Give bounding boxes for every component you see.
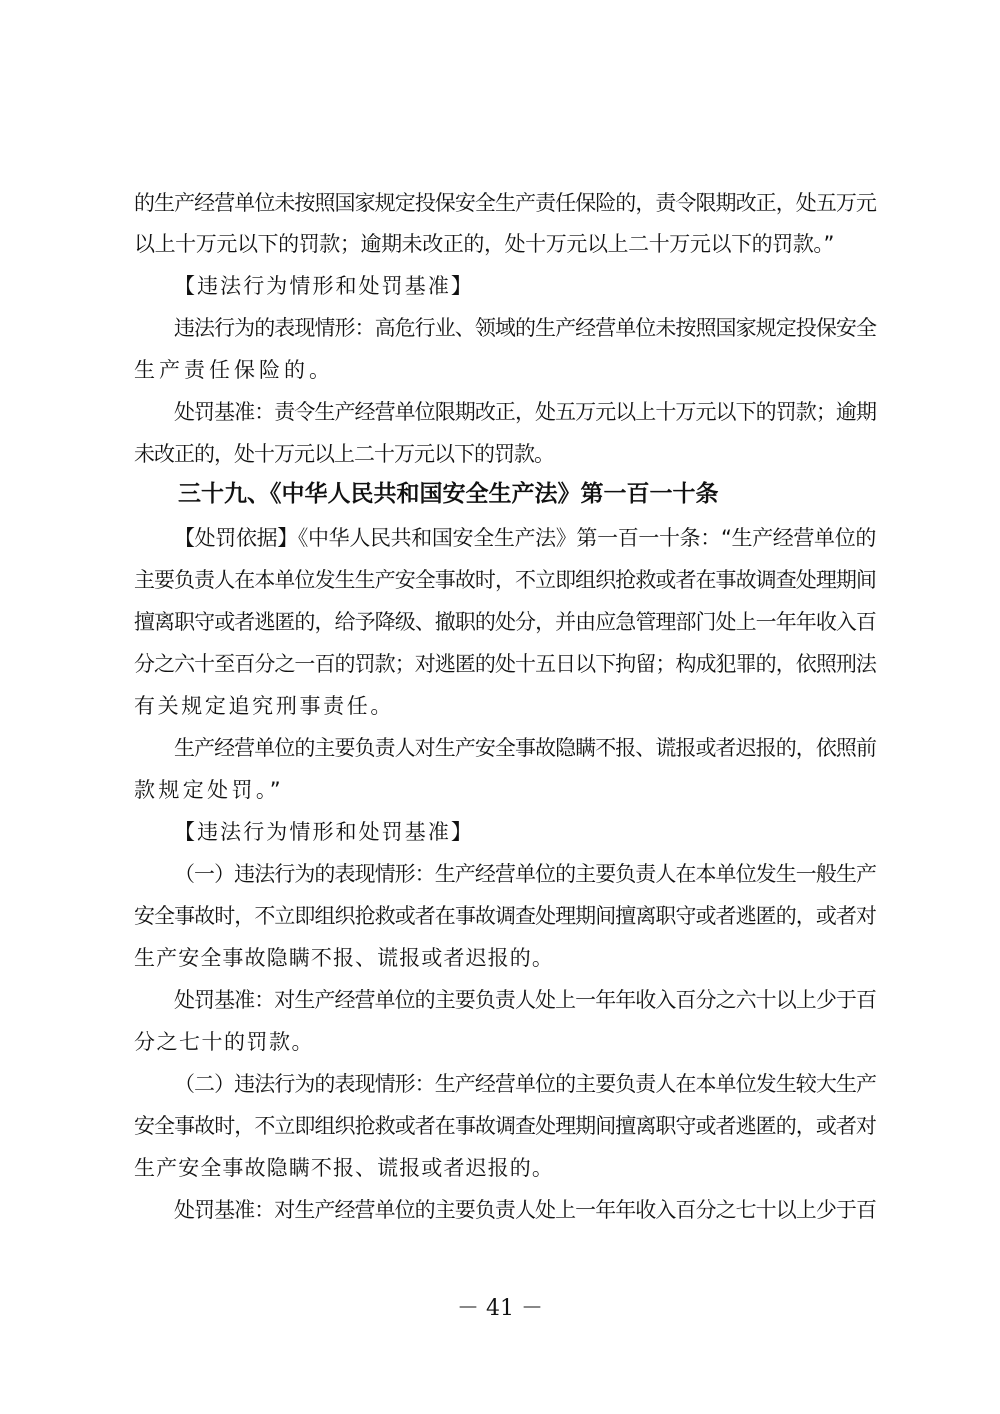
- text-line: 【处罚依据】《中华人民共和国安全生产法》第一百一十条：“生产经营单位的: [174, 526, 876, 550]
- text-line: 有关规定追究刑事责任。: [134, 694, 394, 718]
- text-line: 主要负责人在本单位发生生产安全事故时，不立即组织抢救或者在事故调查处理期间: [134, 568, 876, 592]
- text-line: （二）违法行为的表现情形：生产经营单位的主要负责人在本单位发生较大生产: [174, 1072, 876, 1096]
- text-line: 生产责任保险的。: [134, 358, 334, 382]
- text-line: 生产安全事故隐瞒不报、谎报或者迟报的。: [134, 1156, 554, 1180]
- text-line: 安全事故时，不立即组织抢救或者在事故调查处理期间擅离职守或者逃匿的，或者对: [134, 1114, 876, 1138]
- section-heading: 三十九、《中华人民共和国安全生产法》第一百一十条: [178, 480, 719, 507]
- subsection-heading: 【违法行为情形和处罚基准】: [174, 274, 474, 298]
- text-line: 处罚基准：对生产经营单位的主要负责人处上一年年收入百分之七十以上少于百: [174, 1198, 876, 1222]
- text-line: 擅离职守或者逃匿的，给予降级、撤职的处分，并由应急管理部门处上一年年收入百: [134, 610, 876, 634]
- text-line: 分之七十的罚款。: [134, 1030, 314, 1054]
- text-line: 的生产经营单位未按照国家规定投保安全生产责任保险的，责令限期改正，处五万元: [134, 191, 876, 215]
- text-line: 以上十万元以下的罚款；逾期未改正的，处十万元以上二十万元以下的罚款。”: [134, 232, 834, 256]
- text-line: 分之六十至百分之一百的罚款；对逃匿的处十五日以下拘留；构成犯罪的，依照刑法: [134, 652, 876, 676]
- page-number: － 41 －: [457, 1296, 543, 1321]
- text-line: 生产安全事故隐瞒不报、谎报或者迟报的。: [134, 946, 554, 970]
- text-line: 处罚基准：对生产经营单位的主要负责人处上一年年收入百分之六十以上少于百: [174, 988, 876, 1012]
- text-line: 违法行为的表现情形：高危行业、领域的生产经营单位未按照国家规定投保安全: [174, 316, 876, 340]
- text-line: （一）违法行为的表现情形：生产经营单位的主要负责人在本单位发生一般生产: [174, 862, 876, 886]
- text-line: 处罚基准：责令生产经营单位限期改正，处五万元以上十万元以下的罚款；逾期: [174, 400, 876, 424]
- text-line: 款规定处罚。”: [134, 778, 284, 802]
- text-line: 未改正的，处十万元以上二十万元以下的罚款。: [134, 442, 554, 466]
- text-line: 安全事故时，不立即组织抢救或者在事故调查处理期间擅离职守或者逃匿的，或者对: [134, 904, 876, 928]
- text-line: 生产经营单位的主要负责人对生产安全事故隐瞒不报、谎报或者迟报的，依照前: [174, 736, 876, 760]
- subsection-heading: 【违法行为情形和处罚基准】: [174, 820, 474, 844]
